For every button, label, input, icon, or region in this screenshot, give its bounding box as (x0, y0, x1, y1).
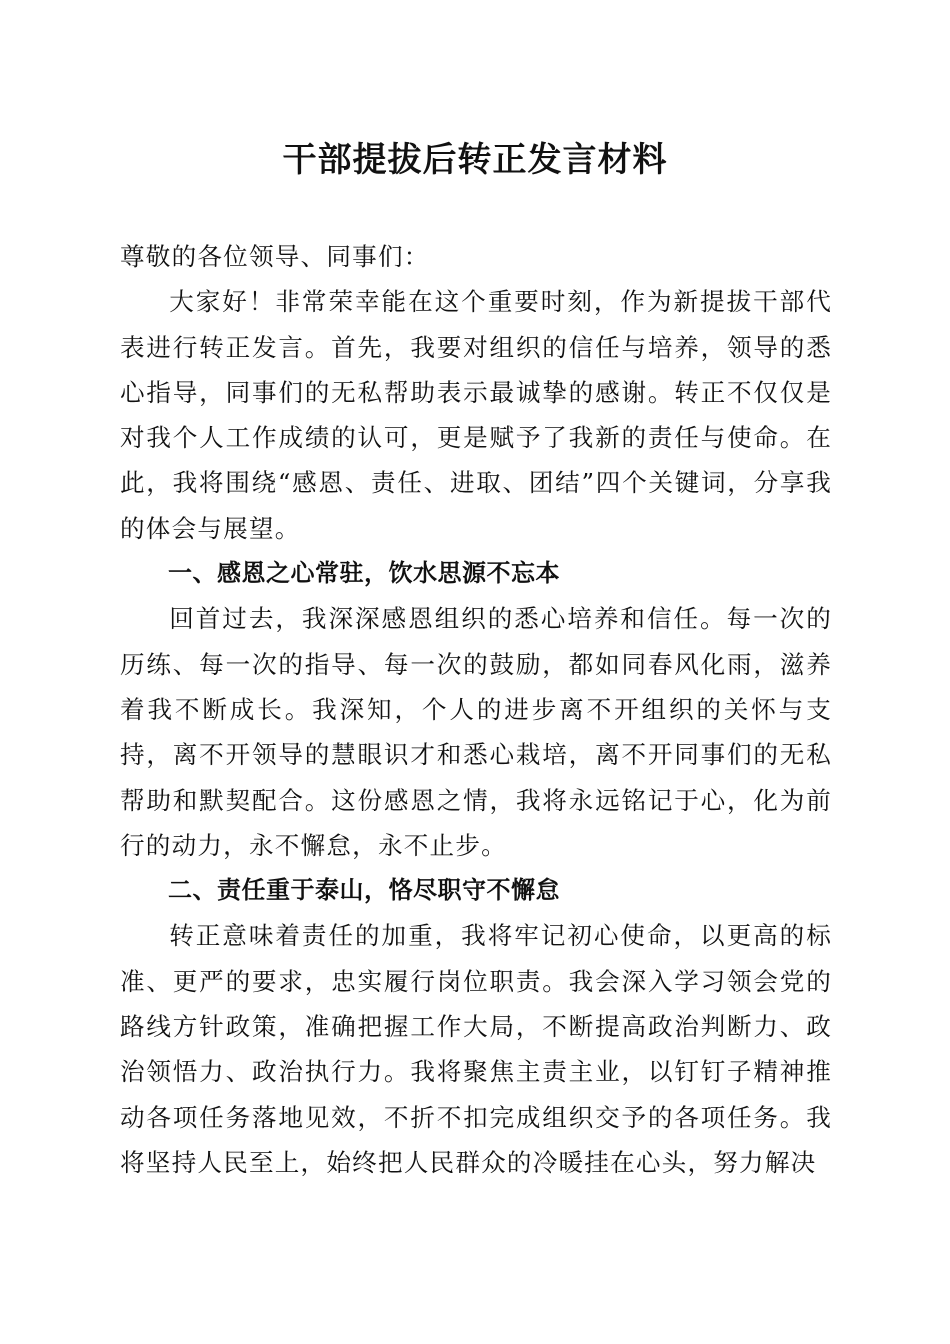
document-body (120, 234, 832, 1185)
section-heading-2: 二、责任重于泰山，恪尽职守不懈怠 (168, 876, 560, 905)
paragraph-gratitude: 回首过去，我深深感恩组织的悉心培养和信任。每一次的历练、每一次的指导、每一次的鼓励，都如同春风化雨，滋养着我不断成长。我深知，个人的进步离不开组织的关怀与支持，离不开领导的慧眼识才和悉心栽培，离不开同事们的无私帮助和默契配合。这份感恩之情，我将永远铭记于心，化为前行的动力，永不懈怠，永不止步。 (120, 604, 832, 860)
document-title: 干部提拔后转正发言材料 (282, 140, 668, 180)
paragraph-intro: 大家好！非常荣幸能在这个重要时刻，作为新提拔干部代表进行转正发言。首先，我要对组织的信任与培养，领导的悉心指导，同事们的无私帮助表示最诚挚的感谢。转正不仅仅是对我个人工作成绩的认可，更是赋予了我新的责任与使命。在此，我将围绕“感恩、责任、进取、团结”四个关键词，分享我的体会与展望。 (120, 287, 832, 543)
greeting-line: 尊敬的各位领导、同事们： (120, 242, 430, 271)
section-heading-1: 一、感恩之心常驻，饮水思源不忘本 (168, 559, 560, 588)
paragraph-responsibility: 转正意味着责任的加重，我将牢记初心使命，以更高的标准、更严的要求，忠实履行岗位职责。我会深入学习领会党的路线方针政策，准确把握工作大局，不断提高政治判断力、政治领悟力、政治执行力。我将聚焦主责主业，以钉钉子精神推动各项任务落地见效，不折不扣完成组织交予的各项任务。我将坚持人民至上，始终把人民群众的冷暖挂在心头，努力解决 (120, 921, 832, 1177)
